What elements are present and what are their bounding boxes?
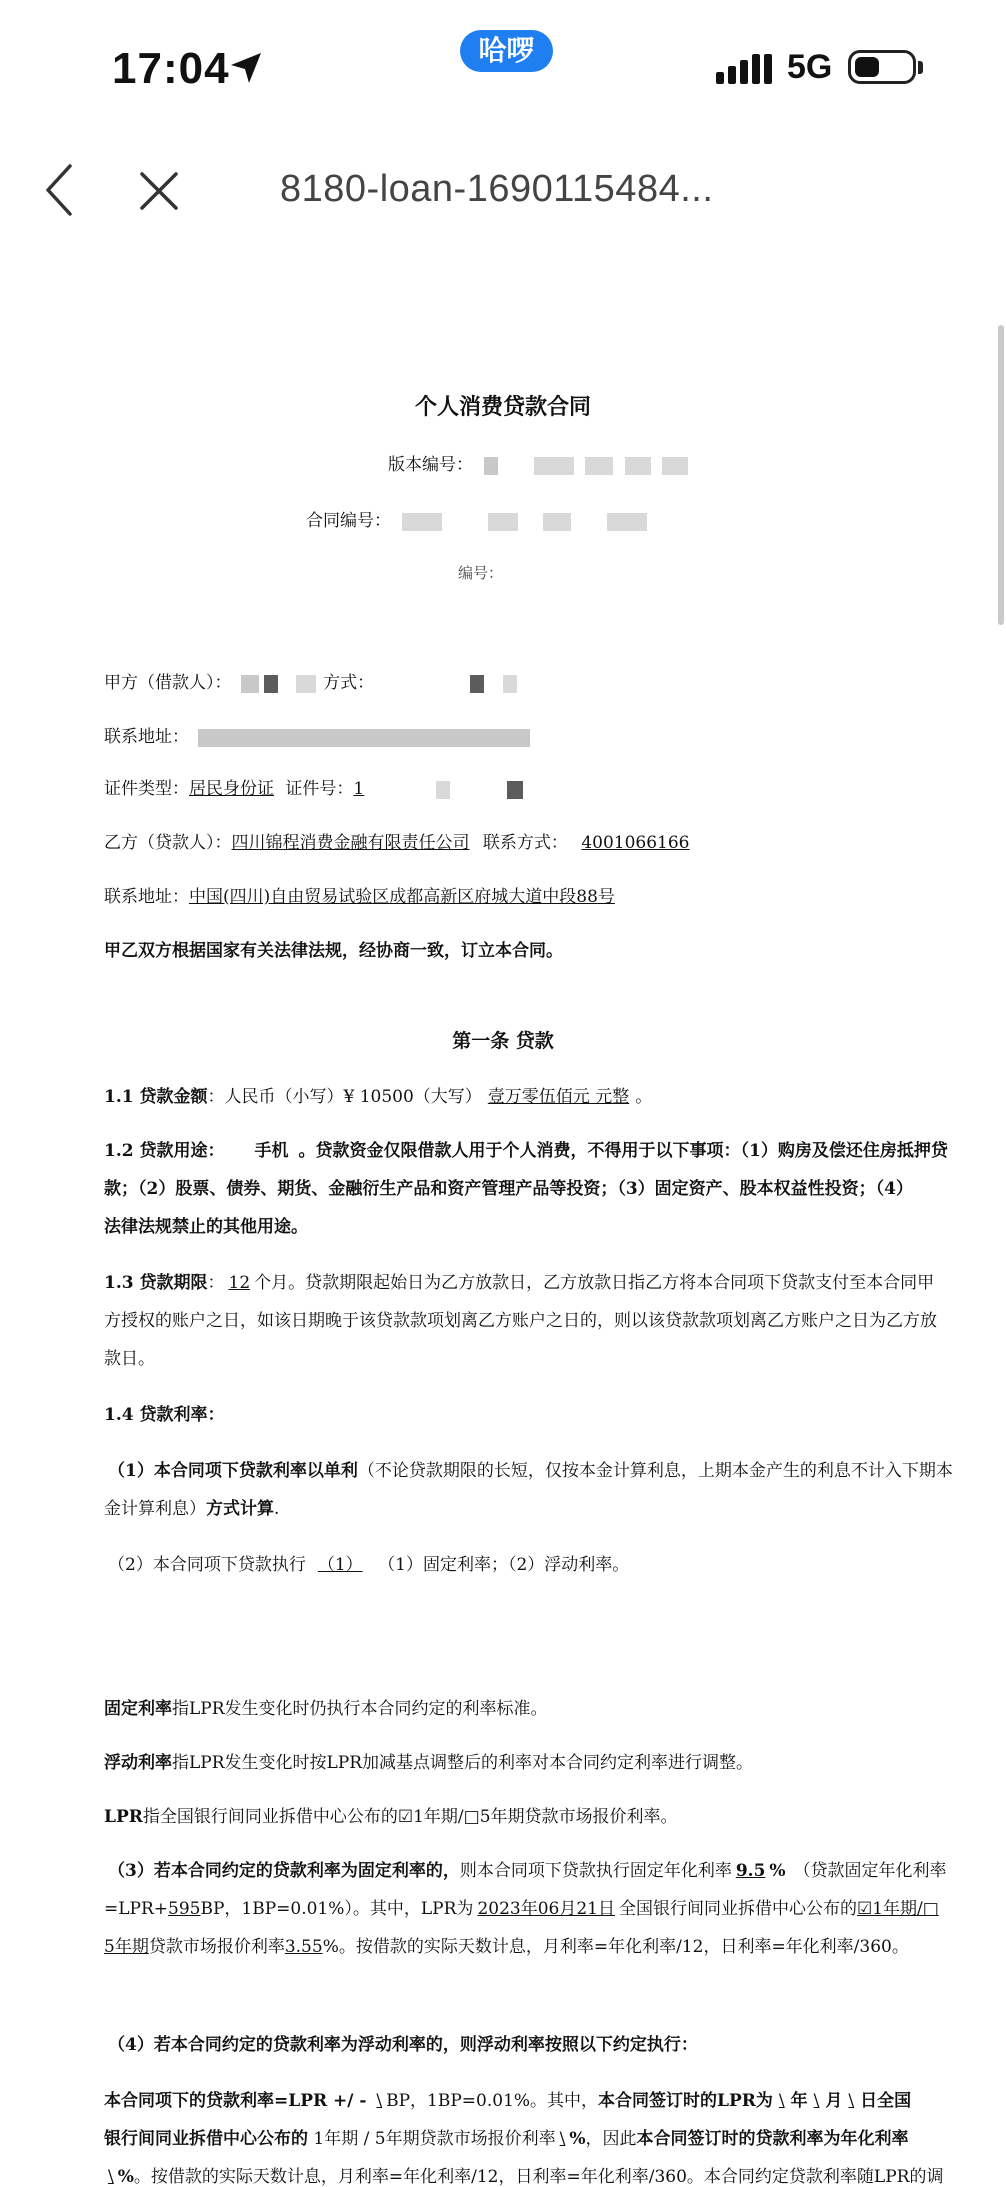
number-partial: 编号：: [458, 564, 504, 582]
section-1-2-line1: 1.2 贷款用途： 手机 。贷款资金仅限借款人用于个人消费，不得用于以下事项：（1）购房及偿还住房抵押贷: [104, 1141, 948, 1161]
rate-clause-4-line2: 银行间同业拆借中心公布的 1年期 / 5年期贷款市场报价利率 \ %，因此本合同签订时的贷款利率为年化利率: [104, 2129, 909, 2149]
location-arrow-icon: [228, 50, 264, 86]
status-bar: [0, 0, 1006, 130]
party-b-line: 乙方（贷款人）：四川锦程消费金融有限责任公司 联系方式： 4001066166: [104, 833, 690, 853]
article-1-title: 第一条 贷款: [452, 1030, 554, 1052]
close-icon[interactable]: [138, 170, 180, 212]
section-1-1: 1.1 贷款金额：人民币（小写）¥ 10500（大写） 壹万零伍佰元 元整 。: [104, 1087, 653, 1107]
id-line: 证件类型：居民身份证 证件号：1: [104, 774, 523, 799]
rate-clause-1-line2: 金计算利息）方式计算.: [104, 1499, 280, 1519]
party-b-address-line: 联系地址：中国(四川)自由贸易试验区成都高新区府城大道中段88号: [104, 887, 615, 907]
section-1-3-line1: 1.3 贷款期限： 12 个月。贷款期限起始日为乙方放款日，乙方放款日指乙方将本合同项下贷款支付至本合同甲: [104, 1273, 935, 1293]
clock: 17:04: [112, 44, 230, 93]
rate-clause-3-line3: 5年期贷款市场报价利率3.55%。按借款的实际天数计息，月利率=年化利率/12，日利率=年化利率/360。: [104, 1937, 909, 1957]
rate-clause-3-line2: =LPR+595BP，1BP=0.01%）。其中，LPR为 2023年06月21日 全国银行间同业拆借中心公布的☑1年期/□: [104, 1899, 939, 1919]
rate-clause-2: （2）本合同项下贷款执行 （1） （1）固定利率；（2）浮动利率。: [108, 1555, 630, 1575]
preamble: 甲乙双方根据国家有关法律法规，经协商一致，订立本合同。: [104, 941, 563, 961]
section-1-3-line3: 款日。: [104, 1349, 155, 1369]
party-a-line: 甲方（借款人）： 方式：: [104, 668, 517, 693]
rate-clause-3-line1: （3）若本合同约定的贷款利率为固定利率的，则本合同项下贷款执行固定年化利率 9.5 % （贷款固定年化利率: [108, 1861, 947, 1881]
section-1-3-line2: 方授权的账户之日，如该日期晚于该贷款款项划离乙方账户之日的，则以该贷款款项划离乙方账户之日为乙方放: [104, 1311, 937, 1331]
battery-icon: [848, 50, 916, 84]
party-a-address-line: 联系地址：: [104, 722, 530, 747]
battery-tip: [918, 61, 923, 74]
rate-clause-1-line1: （1）本合同项下贷款利率以单利（不论贷款期限的长短，仅按本金计算利息，上期本金产生的利息不计入下期本: [108, 1461, 953, 1481]
app-pill[interactable]: 哈啰: [460, 30, 553, 72]
rate-clause-4-line1: 本合同项下的贷款利率=LPR +/ - \ BP，1BP=0.01%。其中，本合同签订时的LPR为 \ 年 \ 月 \ 日全国: [104, 2091, 912, 2111]
document-title: 8180-loan-1690115484...: [280, 168, 714, 210]
section-1-2-line2: 款；（2）股票、债券、期货、金融衍生产品和资产管理产品等投资；（3）固定资产、股本权益性投资；（4）: [104, 1179, 913, 1199]
document-page: [0, 250, 1006, 2187]
fixed-rate-def: 固定利率指LPR发生变化时仍执行本合同约定的利率标准。: [104, 1699, 548, 1719]
floating-rate-def: 浮动利率指LPR发生变化时按LPR加减基点调整后的利率对本合同约定利率进行调整。: [104, 1753, 754, 1773]
nav-bar: [0, 130, 1006, 250]
rate-clause-4-line3: \ %。按借款的实际天数计息，月利率=年化利率/12，日利率=年化利率/360。本合同约定贷款利率随LPR的调: [108, 2167, 944, 2187]
contract-title: 个人消费贷款合同: [414, 394, 591, 420]
version-line: 版本编号：: [388, 450, 688, 475]
section-1-4-label: 1.4 贷款利率：: [104, 1405, 225, 1425]
section-1-2-line3: 法律法规禁止的其他用途。: [104, 1217, 308, 1237]
contract-no-line: 合同编号：: [306, 506, 647, 531]
rate-clause-4-title: （4）若本合同约定的贷款利率为浮动利率的，则浮动利率按照以下约定执行：: [108, 2035, 698, 2055]
lpr-def: LPR指全国银行间同业拆借中心公布的☑1年期/□5年期贷款市场报价利率。: [104, 1807, 678, 1827]
signal-icon: [716, 52, 772, 84]
network-type: 5G: [787, 48, 833, 86]
back-chevron-icon[interactable]: [40, 160, 80, 220]
